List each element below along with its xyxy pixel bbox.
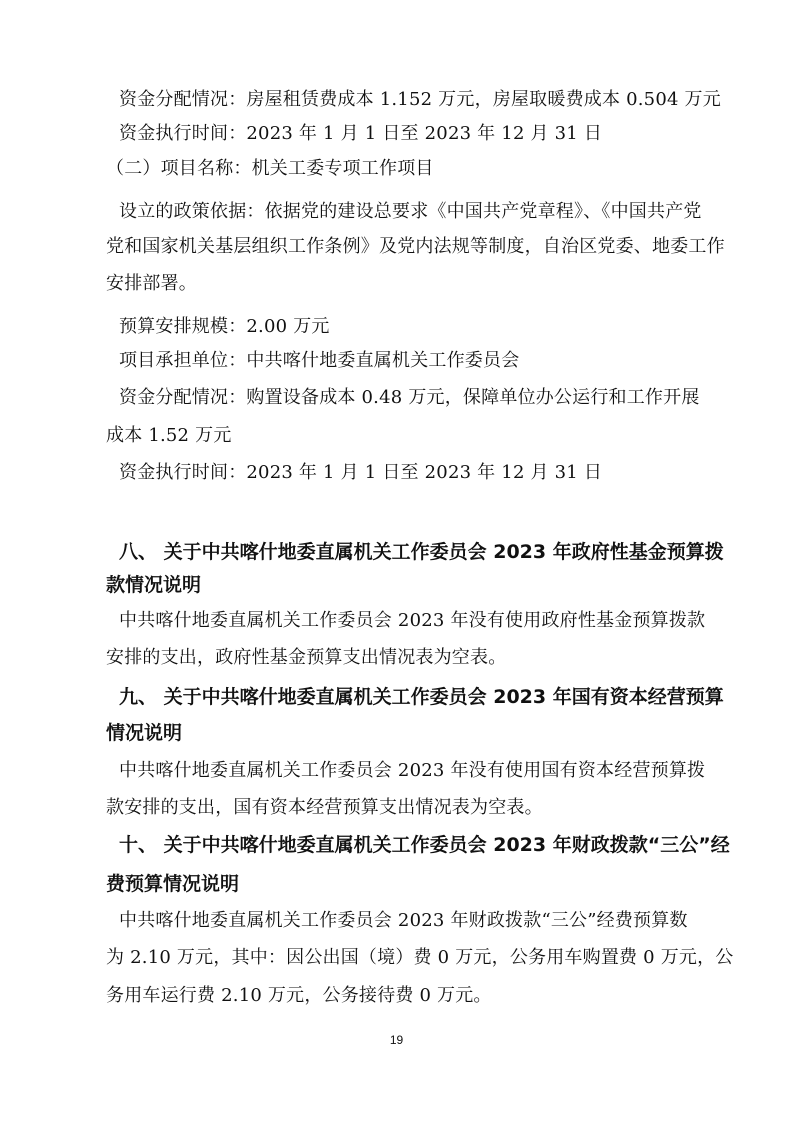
paragraph-line: 预算安排规模：2.00 万元 <box>119 316 330 337</box>
paragraph-line: 为 2.10 万元，其中：因公出国（境）费 0 万元，公务用车购置费 0 万元，公 <box>106 947 734 968</box>
paragraph-line: 安排部署。 <box>106 273 197 294</box>
paragraph-line: 中共喀什地委直属机关工作委员会 2023 年没有使用国有资本经营预算拨 <box>119 760 706 781</box>
paragraph-line: 资金分配情况：购置设备成本 0.48 万元，保障单位办公运行和工作开展 <box>119 387 700 408</box>
paragraph-line: 安排的支出，政府性基金预算支出情况表为空表。 <box>106 647 507 668</box>
paragraph-line: 中共喀什地委直属机关工作委员会 2023 年没有使用政府性基金预算拨款 <box>119 610 706 631</box>
paragraph-line: 项目承担单位：中共喀什地委直属机关工作委员会 <box>119 350 520 371</box>
section-heading-8: 八、 关于中共喀什地委直属机关工作委员会 2023 年政府性基金预算拨 <box>119 541 724 563</box>
section-heading-10: 十、 关于中共喀什地委直属机关工作委员会 2023 年财政拨款“三公”经 <box>119 834 730 856</box>
paragraph-line: 中共喀什地委直属机关工作委员会 2023 年财政拨款“三公”经费预算数 <box>119 910 688 931</box>
section-heading-9-cont: 情况说明 <box>106 722 183 744</box>
paragraph-line: 成本 1.52 万元 <box>106 425 232 446</box>
page-number: 19 <box>389 1033 404 1047</box>
paragraph-line: 党和国家机关基层组织工作条例》及党内法规等制度，自治区党委、地委工作 <box>106 236 725 257</box>
section-heading-9: 九、 关于中共喀什地委直属机关工作委员会 2023 年国有资本经营预算 <box>119 686 724 708</box>
paragraph-line: 资金分配情况：房屋租赁费成本 1.152 万元，房屋取暖费成本 0.504 万元 <box>119 89 721 110</box>
subsection-title: （二）项目名称：机关工委专项工作项目 <box>106 158 434 179</box>
paragraph-line: 款安排的支出，国有资本经营预算支出情况表为空表。 <box>106 797 543 818</box>
paragraph-line: 资金执行时间：2023 年 1 月 1 日至 2023 年 12 月 31 日 <box>119 462 603 483</box>
section-heading-10-cont: 费预算情况说明 <box>106 873 240 895</box>
paragraph-line: 务用车运行费 2.10 万元，公务接待费 0 万元。 <box>106 985 492 1006</box>
paragraph-line: 设立的政策依据：依据党的建设总要求《中国共产党章程》、《中国共产党 <box>119 201 702 222</box>
paragraph-line: 资金执行时间：2023 年 1 月 1 日至 2023 年 12 月 31 日 <box>119 123 603 144</box>
section-heading-8-cont: 款情况说明 <box>106 574 202 596</box>
